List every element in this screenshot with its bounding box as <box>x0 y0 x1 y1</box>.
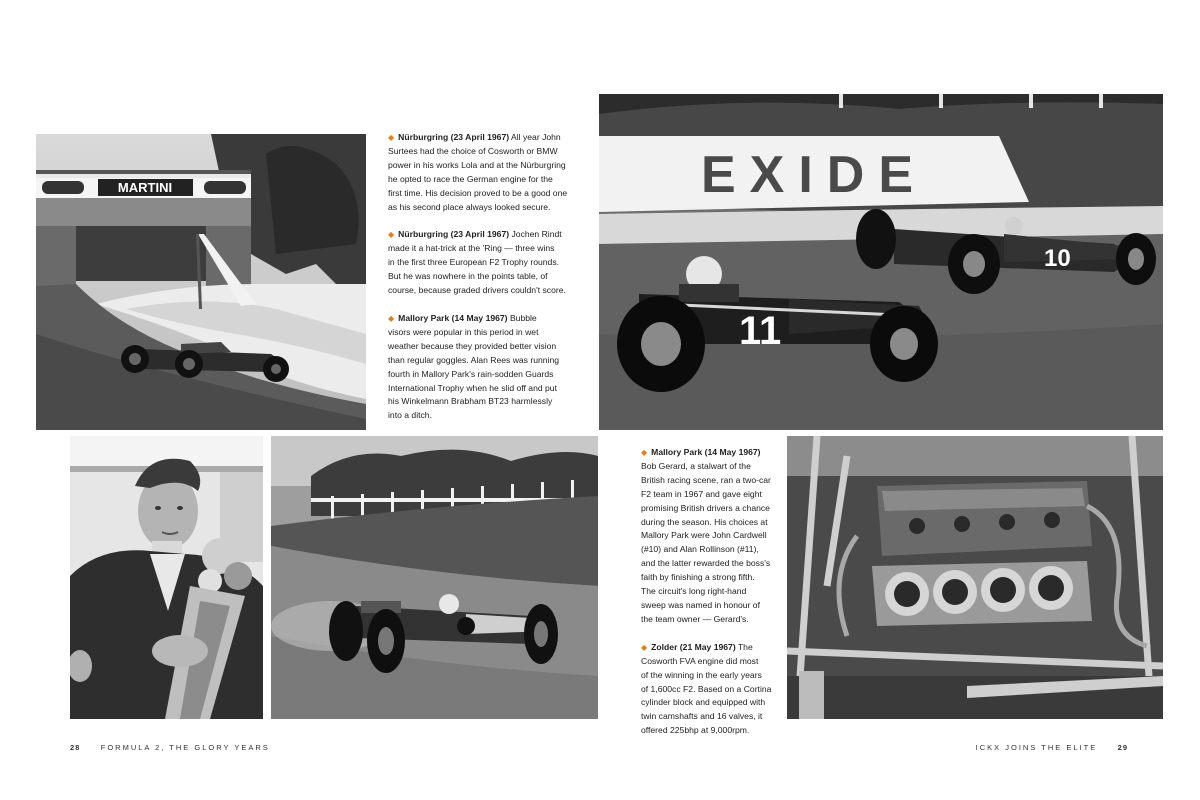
folio-left <box>70 743 270 752</box>
photo-mallory-exide-cars <box>599 94 1163 430</box>
caption-text: offered 225bhp at 9,000rpm. <box>641 725 750 736</box>
exide-banner-text: EXIDE <box>700 146 928 204</box>
caption-text: (#10) and Alan Rollinson (#11), <box>641 544 759 555</box>
photo-driver-portrait <box>70 436 263 719</box>
caption-text: Bob Gerard, a stalwart of the <box>641 460 751 471</box>
caption-text: faith by finishing a strong fifth. <box>641 572 755 583</box>
caption-text: But he was nowhere in the points table, of <box>388 271 548 282</box>
caption-text: during the season. His choices at <box>641 516 768 527</box>
caption-text: and the latter rewarded the boss's <box>641 558 771 569</box>
caption-text: Surtees had the choice of Cosworth or BMW <box>388 145 558 156</box>
caption-text: Bubble <box>509 312 537 323</box>
running-head-right: ICKX JOINS THE ELITE <box>975 743 1098 752</box>
caption-text: the team owner — Gerard's. <box>641 613 749 624</box>
caption-text: first time. His decision proved to be a good one <box>388 187 568 198</box>
caption-mallory-rees <box>388 312 568 423</box>
caption-text: Cosworth FVA engine did most <box>641 655 759 666</box>
caption-text: Mallory Park were John Cardwell <box>641 530 767 541</box>
caption-text: The circuit's long right-hand <box>641 586 747 597</box>
caption-text: he opted to race the German engine for the <box>388 173 553 184</box>
caption-heading: Zolder (21 May 1967) <box>651 641 736 652</box>
bullet-icon: ◆ <box>388 230 395 240</box>
photo-nurburgring-bridge <box>36 134 366 430</box>
caption-text: in the first three European F2 Trophy rounds. <box>388 257 560 268</box>
caption-heading: Nürburgring (23 April 1967) <box>398 229 510 240</box>
page-number-right: 29 <box>1117 743 1128 752</box>
bullet-icon: ◆ <box>641 448 648 457</box>
caption-text: Jochen Rindt <box>511 229 562 240</box>
caption-text: International Trophy when he slid off and put <box>388 382 557 393</box>
running-head-left: FORMULA 2, THE GLORY YEARS <box>100 743 270 752</box>
caption-text: into a ditch. <box>388 410 432 421</box>
captions-column-right <box>641 446 779 752</box>
caption-text: twin camshafts and 16 valves, it <box>641 711 763 722</box>
caption-text: The <box>737 641 753 652</box>
caption-text: power in his works Lola and at the Nürburgring <box>388 159 566 170</box>
bullet-icon: ◆ <box>388 133 395 142</box>
photo-cosworth-engine <box>787 436 1163 719</box>
bullet-icon: ◆ <box>388 313 395 323</box>
caption-text: cylinder block and equipped with <box>641 697 766 708</box>
captions-column-left <box>388 131 568 437</box>
caption-text: All year John <box>511 132 561 142</box>
caption-mallory-gerard <box>641 446 779 627</box>
caption-text: British racing scene, ran a two-car <box>641 474 771 485</box>
photo-wet-track-car <box>271 436 598 719</box>
caption-text: F2 team in 1967 and gave eight <box>641 488 762 499</box>
caption-text: visors were popular in this period in wet <box>388 326 539 337</box>
caption-text: promising British drivers a chance <box>641 502 770 513</box>
folio-right <box>976 743 1128 752</box>
caption-text: made it a hat-trick at the 'Ring — three wins <box>388 243 555 254</box>
martini-sign-text: MARTINI <box>117 180 173 195</box>
caption-nurburgring-surtees <box>388 131 568 214</box>
caption-heading: Nürburgring (23 April 1967) <box>398 132 510 142</box>
caption-heading: Mallory Park (14 May 1967) <box>651 447 761 457</box>
caption-text: as his second place always looked secure. <box>388 201 551 212</box>
bullet-icon: ◆ <box>641 642 648 652</box>
caption-text: of the winning in the early years <box>641 669 762 680</box>
car-number-left: 11 <box>739 309 782 353</box>
caption-text: fourth in Mallory Park's rain-sodden Guards <box>388 368 554 379</box>
car-number-right: 10 <box>1044 245 1071 272</box>
page-number-left: 28 <box>70 743 81 752</box>
caption-text: sweep was named in honour of <box>641 599 760 610</box>
caption-text: his Winkelmann Brabham BT23 harmlessly <box>388 396 553 407</box>
caption-text: than regular goggles. Alan Rees was running <box>388 354 560 365</box>
caption-text: weather because they provided better vision <box>388 340 557 351</box>
caption-nurburgring-rindt <box>388 228 568 298</box>
caption-heading: Mallory Park (14 May 1967) <box>398 312 508 323</box>
caption-zolder-fva <box>641 641 779 738</box>
caption-text: course, because graded drivers couldn't score. <box>388 285 566 296</box>
caption-text: of 1,600cc F2. Based on a Cortina <box>641 683 772 694</box>
